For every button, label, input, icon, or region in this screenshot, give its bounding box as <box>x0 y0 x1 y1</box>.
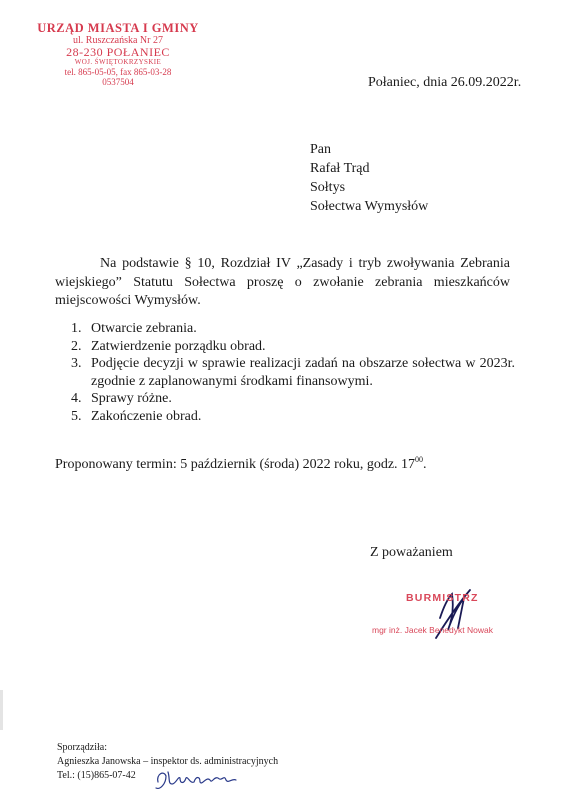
addressee-role: Sołtys <box>310 180 346 195</box>
proposed-time-minutes: 00 <box>415 455 424 464</box>
addressee-salutation: Pan <box>310 142 331 157</box>
agenda-number: 5. <box>71 408 82 424</box>
body-paragraph: Na podstawie § 10, Rozdział IV „Zasady i tryb zwoływania Zebrania wiejskiego” Statutu Sołectwa proszę o zwołanie zebrania mieszkańców miejscowości Wymysłów. <box>55 256 510 308</box>
prepared-label: Sporządziła: <box>57 742 107 753</box>
signature-title: BURMISTRZ <box>406 592 479 604</box>
agenda-text: Otwarcie zebrania. <box>91 321 197 336</box>
closing-phrase: Z poważaniem <box>370 545 453 560</box>
agenda-number: 4. <box>71 391 82 406</box>
addressee-block <box>310 140 428 216</box>
agenda-number: 1. <box>71 321 82 336</box>
agenda-text: Podjęcie decyzji w sprawie realizacji zadań na obszarze sołectwa w 2023r. zgodnie z zaplanowanymi środkami finansowymi. <box>91 356 515 389</box>
signature-name: mgr inż. Jacek Benedykt Nowak <box>372 625 493 635</box>
agenda-text: Zakończenie obrad. <box>91 408 202 424</box>
stamp-city: 28-230 POŁANIEC <box>66 45 170 59</box>
page-edge-shadow <box>0 690 3 730</box>
agenda-number: 2. <box>71 338 82 354</box>
agenda-item <box>55 338 515 356</box>
stamp-region: WOJ. ŚWIĘTOKRZYSKIE <box>74 58 162 66</box>
proposed-date-end: . <box>423 457 427 472</box>
agenda-item <box>55 320 515 338</box>
addressee-village: Sołectwa Wymysłów <box>310 199 429 214</box>
prepared-phone: Tel.: (15)865-07-42 <box>57 770 136 781</box>
proposed-date <box>55 455 427 473</box>
handwritten-initials <box>152 764 242 794</box>
stamp-phone: tel. 865-05-05, fax 865-03-28 <box>64 67 172 77</box>
signature-scribble <box>418 578 478 650</box>
addressee-name: Rafał Trąd <box>310 161 370 176</box>
agenda-item <box>55 355 515 390</box>
agenda-item <box>55 390 515 408</box>
date-line: Połaniec, dnia 26.09.2022r. <box>368 75 522 90</box>
agenda-item <box>55 408 515 426</box>
agenda-list <box>55 320 515 425</box>
office-stamp <box>30 22 206 87</box>
agenda-text: Zatwierdzenie porządku obrad. <box>91 338 266 354</box>
stamp-office-name: URZĄD MIASTA I GMINY <box>37 21 199 35</box>
proposed-date-text: Proponowany termin: 5 październik (środa) 2022 roku, godz. 17 <box>55 457 416 472</box>
prepared-person: Agnieszka Janowska – inspektor ds. administracyjnych <box>57 756 279 767</box>
stamp-code: 0537504 <box>102 77 134 87</box>
stamp-street: ul. Ruszczańska Nr 27 <box>73 35 163 46</box>
agenda-text: Sprawy różne. <box>91 391 172 406</box>
agenda-number: 3. <box>71 356 82 371</box>
